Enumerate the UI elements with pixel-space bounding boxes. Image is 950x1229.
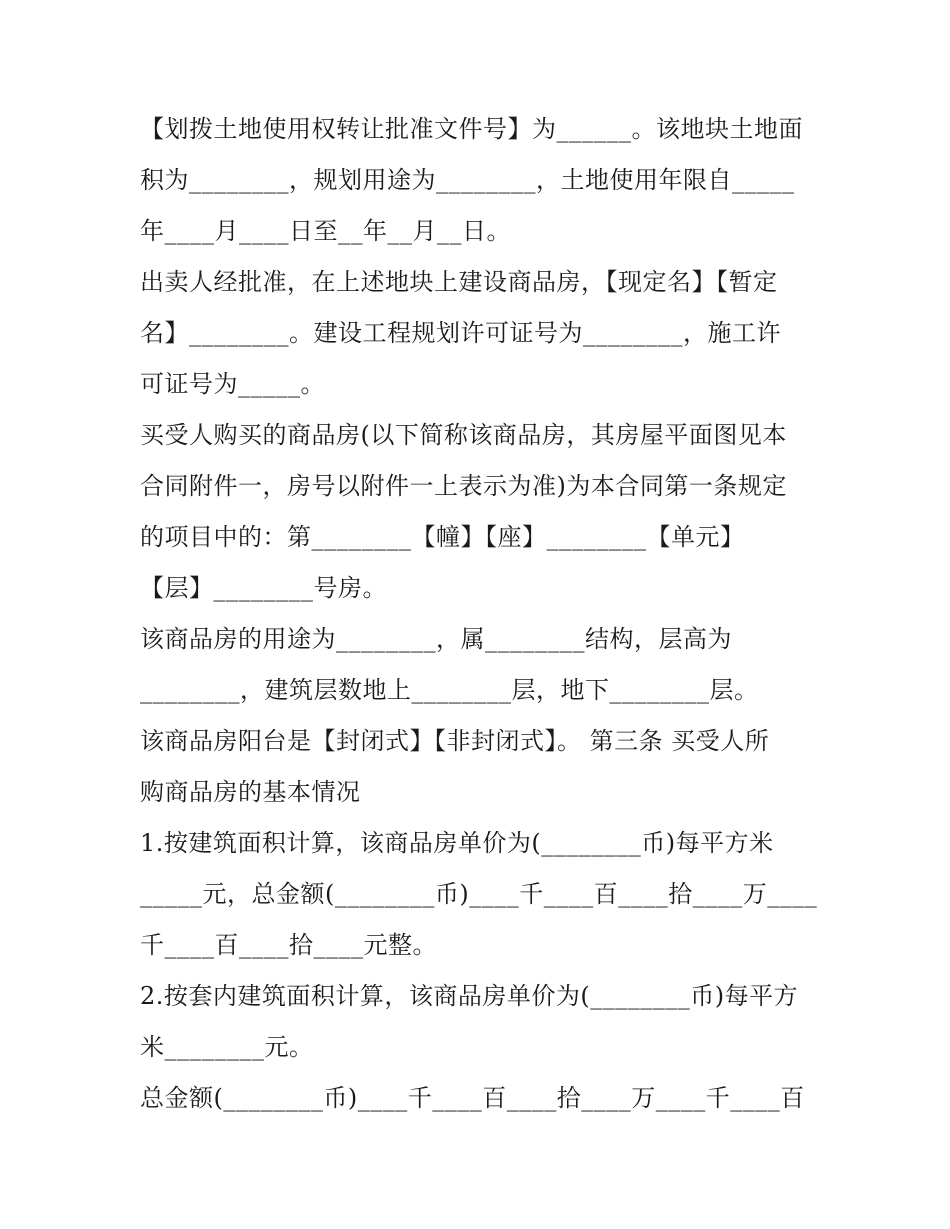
document-page <box>140 104 820 1124</box>
text-line: 可证号为_____。 <box>140 370 325 398</box>
text-line: _____元，总金额(________币)____千____百____拾____万____ <box>140 880 818 908</box>
text-line: 该商品房阳台是【封闭式】【非封闭式】。 第三条 买受人所 <box>140 727 770 755</box>
text-line: 名】________。建设工程规划许可证号为________，施工许 <box>140 319 781 347</box>
text-line: 【层】________号房。 <box>140 574 387 602</box>
text-line: 2.按套内建筑面积计算，该商品房单价为(________币)每平方 <box>140 982 799 1010</box>
text-line: 出卖人经批准，在上述地块上建设商品房，【现定名】【暂定 <box>140 268 778 296</box>
text-line: 买受人购买的商品房(以下简称该商品房，其房屋平面图见本 <box>140 421 787 449</box>
text-line: ________，建筑层数地上________层，地下________层。 <box>140 676 759 704</box>
text-line: 合同附件一，房号以附件一上表示为准)为本合同第一条规定 <box>140 472 787 500</box>
text-line: 购商品房的基本情况 <box>140 778 361 806</box>
text-line: 的项目中的：第________【幢】【座】________【单元】 <box>140 523 745 551</box>
text-line: 该商品房的用途为________，属________结构，层高为 <box>140 625 732 653</box>
text-line: 【划拨土地使用权转让批准文件号】为______。该地块土地面 <box>140 115 803 143</box>
text-line: 千____百____拾____元整。 <box>140 931 437 959</box>
text-line: 米________元。 <box>140 1033 314 1061</box>
text-line: 年____月____日至__年__月__日。 <box>140 217 511 245</box>
text-line: 1.按建筑面积计算，该商品房单价为(________币)每平方米 <box>140 829 774 857</box>
text-line: 积为________，规划用途为________，土地使用年限自_____ <box>140 166 795 194</box>
text-line: 总金额(________币)____千____百____拾____万____千____百 <box>140 1084 805 1112</box>
